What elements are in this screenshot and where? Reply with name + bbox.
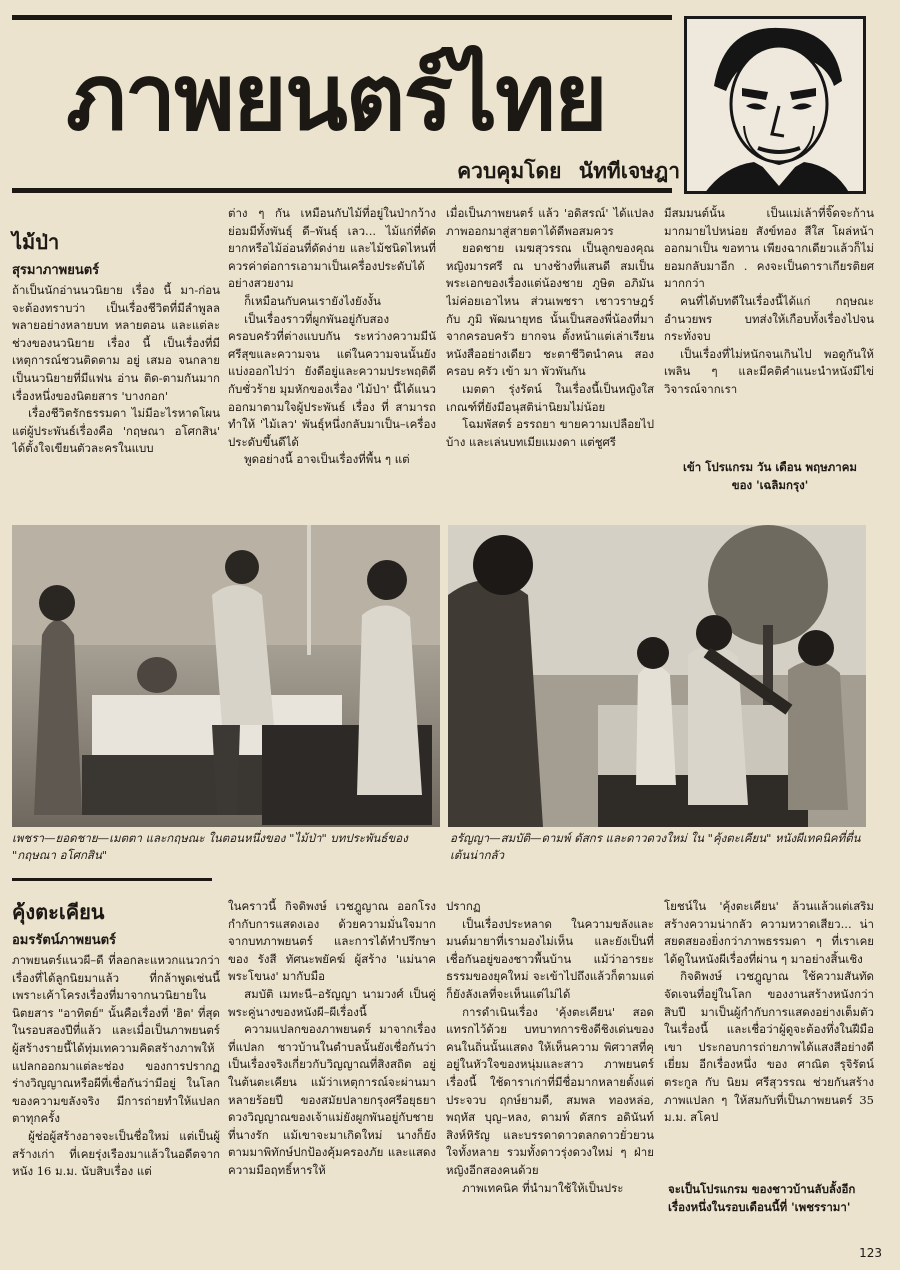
paragraph: เมื่อเป็นภาพยนตร์ แล้ว 'อดิสรณ์' ได้แปลงภาพออกมาสู่สายตาได้ดีพอสมควร <box>446 206 654 238</box>
paragraph: เมตตา รุ่งรัตน์ ในเรื่องนี้เป็นหญิงใสเกณฑ์ที่ยังมีอนุสติน่านิยมไม่น้อย <box>446 381 654 414</box>
article1-credit: เข้า โปรแกรม วัน เดือน พฤษภาคม ของ 'เฉลิมกรุง' <box>683 460 857 492</box>
article1-studio: สุรมาภาพยนตร์ <box>12 263 100 278</box>
paragraph: การดำเนินเรื่อง 'คุ้งตะเคียน' สอดแทรกไว้ด้วย บทบาทการชิงดีชิงเด่นของคนในถิ่นนั้นแสดง ให้เห็นความ พิศวาสที่คุอยู่ในหัวใจของหนุ่มและสาว ภาพยนตร์เรื่องนี้ ใช้ดาราเก่าที่มีชื่อมากหลายตั้งแต่ ประจวบ ฤกษ์ยามดี, สมพล ทองหล่อ, พฤหัส บุญ–หลง, ดามพ์ ดัสกร อดินันท์ สิงห์หิรัญ และบรรดาดาวตลกดาวยั่วยวนใจทั้งหลาย รวมทั้งดาวรุ่งดวงใหม่ ๆ ฝ่ายหญิงอีกสองคนด้วย <box>446 1004 654 1177</box>
paragraph: เป็นเรื่องประหลาด ในความขลังและมนต์มายาที่เรามองไม่เห็น และยังเป็นที่เชื่อกันอยู่ของชาวพื้นบ้าน แม้ว่าอารยะธรรมของยุคใหม่ จะเข้าไปถึงแล้วก็ตามแต่ก็ยังลังเลที่จะเห็นแต่ไม่ได้ <box>446 916 654 1001</box>
left-photo-caption: เพชรา—ยอดชาย—เมตตา และกฤษณะ ในตอนหนึ่งของ "ไม้ป่า" บทประพันธ์ของ "กฤษณา อโศกสิน" <box>12 831 408 862</box>
paragraph: สมบัติ เมทะนี–อรัญญา นามวงศ์ เป็นคู่พระคู่นางของหนังผี–ผีเรื่องนี้ <box>228 986 436 1019</box>
article1-column-2 <box>228 205 436 510</box>
article2-column-4 <box>664 898 874 1174</box>
paragraph: โฉมพัสตร์ อรรถยา ขายความเปลือยไปบ้าง และเล่นบทเมียแมงดา แต่ชูศรี <box>446 417 654 449</box>
paragraph: ในคราวนี้ กิจดิพงษ์ เวชฎูญาณ ออกโรงกำกับการแสดงเอง ด้วยความมั่นใจมาก จากบทภาพยนตร์ และการได้ทำปรึกษาของ รังสี ทัศนะพยัคฆ์ ผู้สร้าง 'แม่นาคพระโขนง' มากับมือ <box>228 899 436 984</box>
paragraph: ภาพยนตร์แนวผี–ดี ที่ลอกละแหวกแนวกว่าเรื่องที่ได้ลูกนิยมาแล้ว ที่กล้าพูดเช่นนี้ เพราะเค้าโครงเรื่องที่มาจากนวนิยายในนิตยสาร "อาทิตย์" นั้นคือเรื่องที่ 'ฮิต' ที่สุดในรอบสองปีที่แล้ว และเมื่อเป็นภาพยนตร์ ผู้สร้างรายนี้ได้ทุ่มเทความคิดสร้างภาพให้แปลกออกมาแต่ละช่อง ของการปรากฏร่างวิญญาณหรือผีที่เชื่อกันว่ามีอยู่ ในโลกของความขลังจริง มีการถ่ายทำให้แปลกตาทุกครั้ง <box>12 953 220 1126</box>
right-photo-caption: อรัญญา—สมบัติ—ดามพ์ ดัสกร และดาวดวงใหม่ ใน "คุ้งตะเคียน" หนังผีเทคนิคที่ตื่นเต้นน่ากลัว <box>450 831 861 862</box>
paragraph: ความแปลกของภาพยนตร์ มาจากเรื่องที่แปลก ชาวบ้านในตำบลนั้นยังเชื่อกันว่า เป็นเรื่องจริงเกี่ยวกับวิญญาณที่สิงสถิต อยู่ในต้นตะเคียน แม้ว่าเหตุการณ์จะผ่านมาหลายร้อยปี ของสมัยปลายกรุงศรีอยุธยา ดวงวิญญาณของเจ้าแม่ยังผูกพันอยู่กับชายที่นางรัก แม้เขาจะมาเกิดใหม่ นางก็ยังตามมาพิทักษ์ปกป้องคุ้มครองภัย และแสดงความมือฤทธิ์หารให้ <box>228 1022 436 1177</box>
article2-studio: อมรรัตน์ภาพยนตร์ <box>12 933 117 948</box>
photo-ghost-film-scene <box>448 525 866 827</box>
paragraph: ถ้าเป็นนักอ่านนวนิยาย เรื่อง นี้ มา-ก่อน จะต้องทราบว่า เป็นเรื่องชีวิตที่มีลำพูลลพลายอย่างหลายบท หลายตอน และแต่ละช่วงของนวนิยาย เรื่อง นี้ เป็นเรื่องที่มีเหตุการณ์ชวนติดตาม อยู่ เสมอ จนกลายเป็นนวนิยายที่มีแฟน อ่าน ติด-ตามกันมากเรื่องหนึ่งของนิตยสาร 'บางกอก' <box>12 283 220 403</box>
editor-name: นัททีเจษฎา <box>578 159 680 183</box>
article1-column-3 <box>446 205 654 510</box>
editor-prefix: ควบคุมโดย <box>457 159 562 183</box>
article1-column-4 <box>664 205 874 440</box>
article2-column-1 <box>12 952 220 1242</box>
paragraph: ก็เหมือนกับคนเรายังไงยังงั้น <box>244 293 381 308</box>
masthead-title: ภาพยนตร์ไทย <box>66 44 606 151</box>
article2-column-2 <box>228 898 436 1243</box>
paragraph: ผู้ช่อผู้สร้างอาจจะเป็นชื่อใหม่ แต่เป็นผู้สร้างเก่า ที่เคยรุ่งเรืองมาแล้วในอดีตจากหนัง 16 ม.ม. นับสิบเรื่อง แต่ <box>12 1128 220 1179</box>
paragraph: กิจดิพงษ์ เวชฎูญาณ ใช้ความสันทัดจัดเจนที่อยู่ในโลก ของงานสร้างหนังกว่าสิบปี มาเป็นผู้กำกับการแสดงอย่างเต็มตัวในเรื่องนี้ และเชื่อว่าผู้ดูจะต้องทึ่งในฝีมือเขา ประกอบการถ่ายภาพได้แสงสีอย่างดีเยี่ยม อีกเรื่องหนึ่ง ของ ศาณิต รุจิรัตน์ตระกูล กับ นิยม ศรีสุวรรณ ช่วยกันสร้างภาพแปลก ๆ ให้สมกับที่เป็นภาพยนตร์ 35 ม.ม. สโคป <box>664 969 874 1125</box>
header-bottom-rule <box>12 188 672 193</box>
editor-credit <box>420 155 680 187</box>
paragraph: เรื่องชีวิตรักธรรมดา ไม่มีอะไรหาดโผน แต่ผู้ประพันธ์เรื่องคือ 'กฤษณา อโศกสิน' ได้ตั้งใจเขียนตัวละครในแบบ <box>12 406 220 456</box>
article1-column-1 <box>12 282 220 512</box>
paragraph: คนที่ได้บทดีในเรื่องนี้ได้แก่ กฤษณะ อำนวยพร บทส่งให้เกือบทั้งเรื่องไปจนกระทั่งจบ <box>664 293 874 344</box>
photo-hospital-scene <box>12 525 440 827</box>
article2-title: คุ้งตะเคียน <box>12 900 105 924</box>
paragraph: ภาพเทคนิค ที่นำมาใช้ให้เป็นประ <box>462 1180 624 1195</box>
paragraph: โยชน์ใน 'คุ้งตะเคียน' ล้วนแล้วแต่เสริมสร้างความน่ากลัว ความหวาดเสียว... น่าสยดสยองยิ่งกว่าภาพธรรมดา ๆ ที่เราเคยได้ดูในหนังผีเรื่องที่ผ่าน ๆ มาอย่างสิ้นเชิง <box>664 899 874 966</box>
paragraph: ปรากฏ <box>446 899 481 913</box>
paragraph: มีสมมนต์นั้น เป็นแม่เล้าที่จิ๊ดจะก้านมากมายไปหน่อย สังข์ทอง สีใส โผล่หน้าออกมาเป็น ขอทาน เพียงฉากเดียวแล้วก็ไม่ยอมกลับมาอีก . คงจะเป็นดาราเกียรติยศมากกว่า <box>664 206 874 291</box>
article2-column-3 <box>446 898 654 1243</box>
top-rule <box>12 15 672 20</box>
article1-title: ไม้ป่า <box>12 230 60 254</box>
section-divider <box>12 878 212 881</box>
page-number: 123 <box>859 1246 882 1260</box>
article2-credit: จะเป็นโปรแกรม ของชาวบ้านลับลั้งอีกเรื่องหนึ่งในรอบเดือนนี้ที่ 'เพชรรามา' <box>668 1182 856 1214</box>
paragraph: เป็นเรื่องที่ไม่หนักจนเกินไป พอดูกันให้เพลิน ๆ และมีคติคำแนะนำหนังมีไข่วิจารณ์จากเรา <box>664 346 874 396</box>
paragraph: ต่าง ๆ กัน เหมือนกับไม้ที่อยู่ในป่ากว้าง ย่อมมีทั้งพันธุ์ ดี–พันธุ์ เลว... ไม้แก่ที่ดัดยากหรือไม้อ่อนที่ดัดง่าย และไม้ชนิดไหนที่ควรค่าต่อการเอามาเป็นเครื่องประดับได้อย่างสวยงาม <box>228 206 436 291</box>
editor-portrait <box>684 16 866 194</box>
paragraph: เป็นเรื่องราวที่ผูกพันอยู่กับสองครอบครัวที่ต่างแบบกัน ระหว่างความมีนัศรีสุขและความจน แต่ในความจนนั้นยังแบ่งออกไปว่า ยังดีอยู่และความประพฤติดีกับชั่วร้าย มุมหักของเรื่อง 'ไม้ป่า' นี้ได้แนวออกมาตามใจผู้ประพันธ์ เรื่อง ที่ สามารถทำให้ 'ไม้เลว' พันธุ์หนึ่งกลับมาเป็น–เครื่องประดับขึ้นดีได้ <box>228 311 436 449</box>
paragraph: ยอดชาย เมฆสุวรรณ เป็นลูกของคุณหญิงมารศรี ณ บางช้างที่แสนดี สมเป็นพระเอกของเรื่องแต่น้องชาย ภูษิต อภิมัน ไม่ค่อยเอาไหน ส่วนเพชรา เชาวราษฎร์ กับ ภูมิ พัฒนายุทธ นั้นเป็นสองพี่น้องที่มาจากครอบครัว ยากจน ตั้งหน้าแต่เล่าเรียนหนังสืออย่างเดียว ชะตาชีวิตนำคน สอง ครอบ ครัว เข้า มา พัวพันกัน <box>446 241 654 379</box>
paragraph: พูดอย่างนี้ อาจเป็นเรื่องที่พื้น ๆ แต่ <box>244 452 410 467</box>
